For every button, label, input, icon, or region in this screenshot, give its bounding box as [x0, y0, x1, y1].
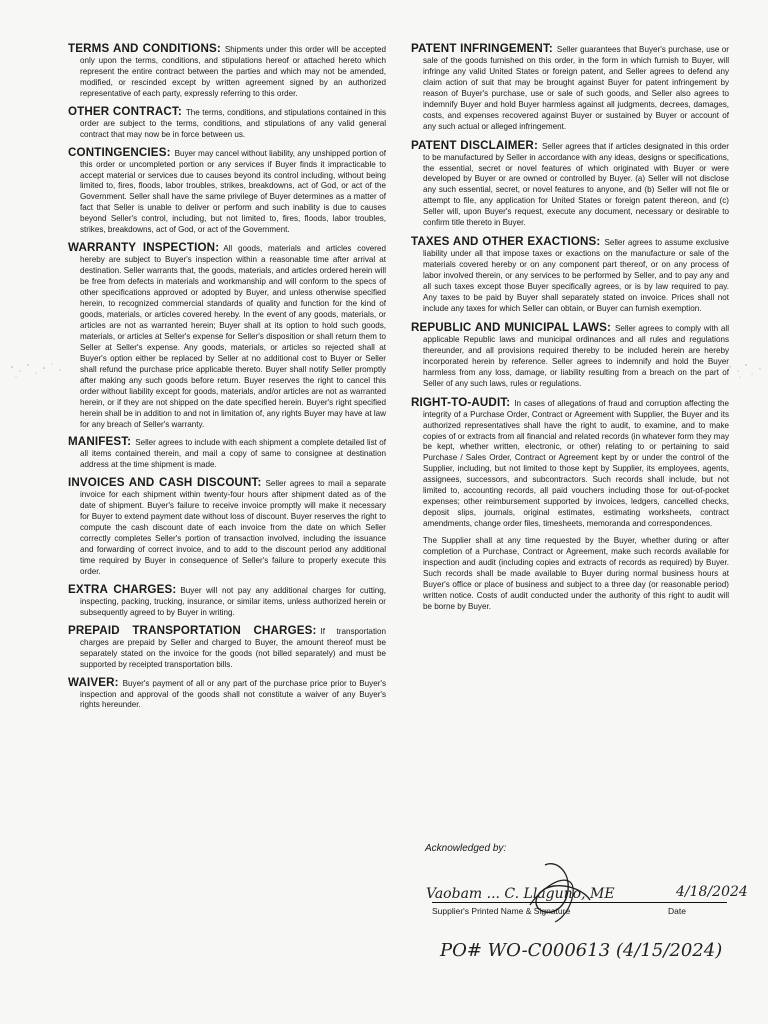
section-patent-disclaimer	[411, 138, 729, 230]
acknowledged-label: Acknowledged by:	[425, 843, 507, 854]
section-text: Seller agrees that if articles designated in this order to be manufactured by Seller in accordance with any ideas, designs or specifications, the essential, secret or novel features of which originated with Buyer or were developed by Buyer or are owned or controlled by Buyer. (a) Seller will not disclose any such essential, secret, or novel features to anyone, and (b) Seller will not file or attempt to file, any application for United States or foreign patent thereon, and (c) Seller will, upon Buyer's request, execute any document, necessary or desirable to confirm title thereto in Buyer.	[423, 141, 729, 228]
section-text: Buyer may cancel without liability, any unshipped portion of this order or uncompleted portion or any services if Buyer finds it impracticable to accept material or services due to causes beyond its control including, without being limited to, fires, floods, labor troubles, strikes, breakdowns, act of God, or act of the Government. Seller shall have the same privilege of Buyer determines as a matter of fact that Seller is unable to deliver or perform and such inability is due to causes beyond Seller's control, including, but not limited to, fires, floods, labor troubles, strikes, breakdowns, act of God, or act of the Government.	[80, 148, 386, 235]
signature-block	[420, 860, 750, 1010]
section-text: In cases of allegations of fraud and corruption affecting the integrity of a Purchase Order, Contract or Agreement with Supplier, the Buyer and its authorized representatives shall have the right to audit, to examine, and to make copies of or extracts from all financial and related records (in whatever form they may be kept, whether written, electronic, or other) relating to or pertaining to said Purchase / Sales Order, Contract or Agreement kept by or under the control of the Supplier, including, but not limited to those kept by Supplier, its employees, agents, assignees, successors, and subcontractors. Such records shall include, but not limited to, accounting records, all paid vouchers including those for out-of-pocket expenses; other reimbursement supported by invoices, ledgers, cancelled checks, deposit slips, journals, original estimates, estimating worksheets, contract amendments, change order files, timesheets, memoranda and correspondences.	[423, 398, 729, 529]
handwritten-name: Vaobam ... C. Llaguno, ME	[426, 886, 615, 902]
section-republic-municipal-laws	[411, 320, 730, 390]
section-text: The terms, conditions, and stipulations contained in this order are subject to the terms, conditions, and stipulations of any valid general contract that may now be in force between us.	[80, 107, 387, 139]
supplier-name-caption: Supplier's Printed Name & Signature	[432, 906, 571, 916]
left-column	[68, 44, 386, 718]
section-patent-infringement	[411, 44, 729, 133]
section-heading: CONTINGENCIES:	[68, 145, 171, 159]
section-text: Buyer's payment of all or any part of the purchase price prior to Buyer's inspection and approval of the goods shall not constitute a waiver of any Buyer's rights hereunder.	[80, 678, 386, 710]
right-column	[411, 44, 729, 621]
section-text: If transportation charges are prepaid by Seller and charged to Buyer, the amount thereof must be separately stated on the invoice for the goods (not billed separately) and must be supported by receipted transportation bills.	[80, 626, 386, 669]
section-heading: PATENT INFRINGEMENT:	[411, 42, 553, 55]
section-heading: EXTRA CHARGES:	[68, 582, 177, 596]
section-heading: WARRANTY INSPECTION:	[68, 241, 220, 255]
section-text: All goods, materials and articles covered hereby are subject to Buyer's inspection within a reasonable time after arrival at destination. Seller warrants that, the goods, materials, and articles ordered herein will be free from defects in materials and workmanship and will conform to the specs of other specifications approved or adopted by Buyer, and unless otherwise specified herein, to recognized commercial standards of quality and function for the kind of goods, materials, or articles covered hereby. In the event of any goods, materials, or articles are not as warranted herein; Buyer shall at its option to hold such goods, materials, or articles at Seller's expense for Seller's disposition or shall return them to Seller at Seller's expense. Any goods, materials, or articles so rejected shall at Buyer's option either be replaced by Seller at no additional cost to Buyer or Seller shall refund the purchase price applicable thereto. Buyer shall notify Seller promptly after making any such goods before return. Buyer reserves the right to cancel this order without liability except for goods, materials, and/or articles are not as warranted herein, or if they are not shipped on the date specified herein. Buyer's right specified herein shall be in addition to and not in limitation of, any rights Buyer may have at law for any breach of Seller's warranty.	[80, 244, 387, 429]
section-contingencies	[68, 145, 386, 237]
date-caption: Date	[668, 906, 686, 916]
section-text: Buyer will not pay any additional charges for cutting, inspecting, packing, trucking, insurance, or similar items, unless authorized herein or subsequently agreed to by Buyer in writing.	[80, 585, 386, 617]
section-heading: TERMS AND CONDITIONS:	[68, 42, 221, 55]
section-heading: TAXES AND OTHER EXACTIONS:	[411, 235, 601, 249]
section-extra-charges	[68, 582, 386, 619]
handwritten-date: 4/18/2024	[676, 884, 748, 900]
section-warranty-inspection	[68, 243, 386, 430]
section-other-contract	[68, 104, 387, 141]
signature-line	[432, 902, 727, 903]
section-terms-and-conditions	[68, 44, 386, 100]
section-invoices-cash-discount	[68, 478, 386, 578]
section-waiver	[68, 675, 386, 712]
section-heading: INVOICES AND CASH DISCOUNT:	[68, 476, 262, 490]
section-right-to-audit	[411, 395, 729, 613]
section-text: Seller agrees to assume exclusive liability under all that impose taxes or exactions on the manufacture or sale of the materials covered hereby or on any component part thereof, or on any process of labor involved therein, or any services to be performed by Seller, and to pay any and all such taxes except those Buyer specifically agrees, or is by law required to pay. Any taxes to be paid by Buyer shall separately stated on invoice. Prices shall not include any taxes for which Seller can obtain, or Buyer can furnish exemption.	[423, 238, 729, 313]
section-text: Seller agrees to include with each shipment a complete detailed list of all items contained therein, and mail a copy of same to consignee at destination address at the time shipment is made.	[80, 438, 386, 470]
section-text: Shipments under this order will be accepted only upon the terms, conditions, and stipulations hereof or attached hereto which represent the entire contract between the parties and which may not be amended, modified, or rescinded except by written agreement signed by an authorized representative of each party, expressly referring to this order.	[80, 45, 386, 98]
section-text: Seller agrees to mail a separate invoice for each shipment within twenty-four hours after shipment dated as of the date of shipment. Buyer's failure to receive invoice promptly will make it necessary for Buyer to extend payment date without loss of discount. Buyer reserves the right to compute the cash discount date of each invoice from the date on which Seller correctly completes Seller's portion of transaction involved, including the issuance and forwarding of correct invoice, and to add to the discount period any additional time required by Buyer in consequence of Seller's failure to properly execute this order.	[80, 479, 386, 576]
section-heading: RIGHT-TO-AUDIT:	[411, 395, 511, 409]
handwritten-po: PO# WO-C000613 (4/15/2024)	[440, 940, 723, 961]
section-heading: WAIVER:	[68, 675, 119, 689]
section-heading: MANIFEST:	[68, 435, 132, 449]
section-heading: OTHER CONTRACT:	[68, 104, 182, 118]
section-heading: PREPAID TRANSPORTATION CHARGES:	[68, 623, 317, 637]
section-heading: REPUBLIC AND MUNICIPAL LAWS:	[411, 320, 611, 334]
section-text: Seller agrees to comply with all applicable Republic laws and municipal ordinances and all rules and regulations thereunder, and all provisions required thereby to be included herein are hereby incorporated herein by reference. Seller agrees to indemnify and hold the Buyer harmless from any loss, damage, or liability resulting from a breach on the part of Seller of any such laws, rules or regulations.	[423, 323, 730, 388]
section-taxes-other-exactions	[411, 237, 729, 315]
audit-paragraph: The Supplier shall at any time requested by the Buyer, whether during or after completion of a Purchase, Contract or Agreement, make such records available for inspection and audit (including copies and extracts of records as required) by Buyer. Such records shall be made available to Buyer during normal business hours at Buyer's office or place of business and subject to a three day (or reasonable period) written notice. Costs of audit conducted under the authority of this right to audit will be borne by Buyer.	[423, 536, 729, 611]
section-prepaid-transportation	[68, 623, 386, 671]
section-manifest	[68, 437, 386, 471]
handwritten-signature	[420, 860, 750, 1010]
section-heading: PATENT DISCLAIMER:	[411, 138, 538, 152]
section-text: Seller guarantees that Buyer's purchase, use or sale of the goods furnished on this order, in the form in which furnish to Buyer, will infringe any valid United States or foreign patent, and Seller agrees to defend any claim action of suit that may be brought against Buyer for patent infringement by reason of Buyer's purchase, use or sale of such goods, and Seller also agrees to indemnify Buyer and hold Buyer harmless against all judgments, decrees, damages, costs, and expenses recovered against Buyer or sustained by Buyer or account of any such actual or alleged infringement.	[423, 45, 729, 131]
